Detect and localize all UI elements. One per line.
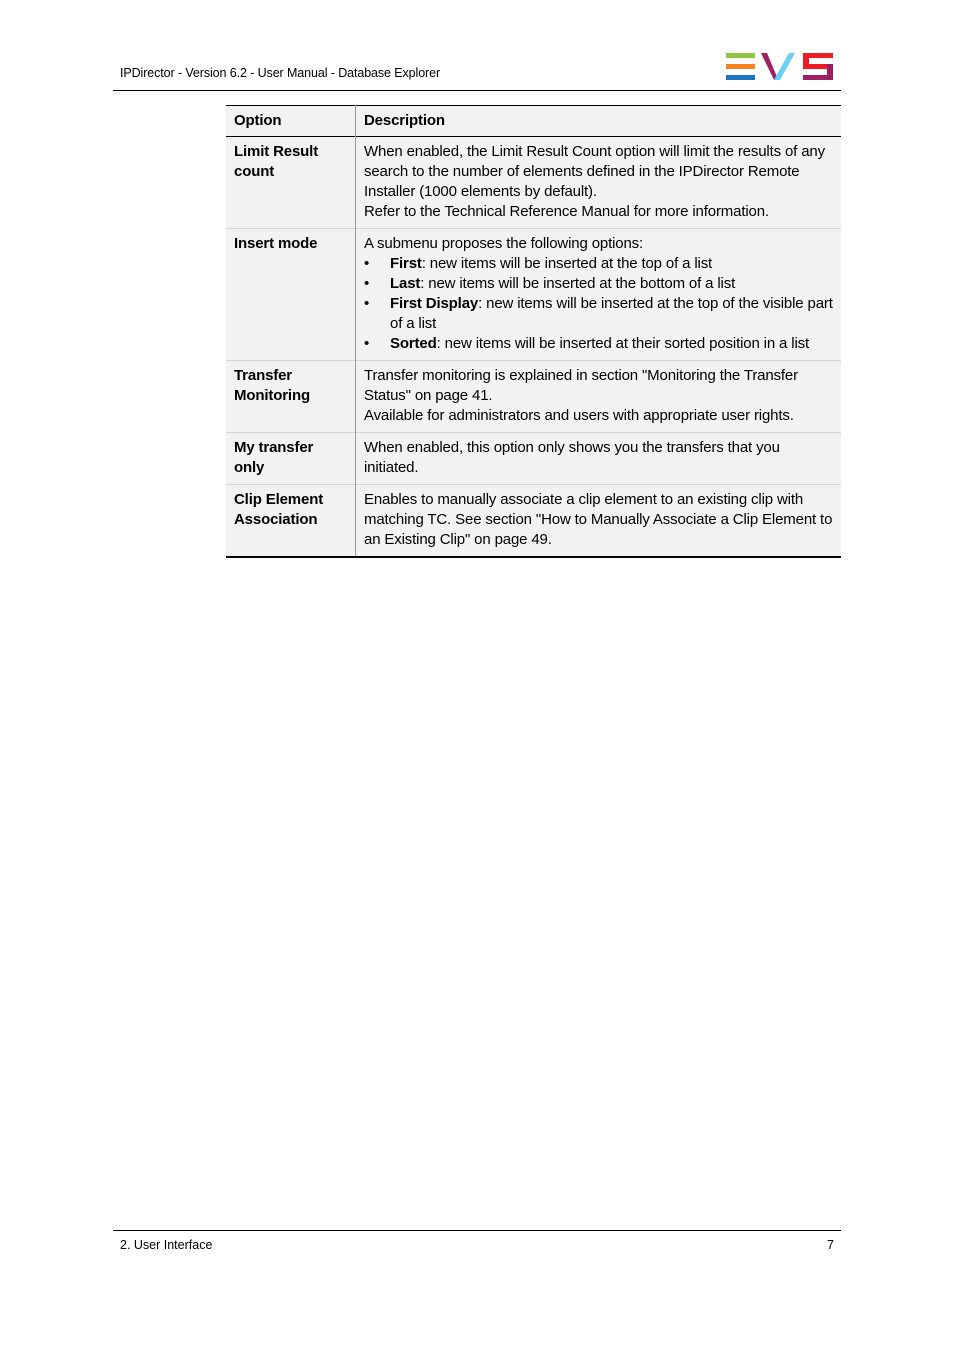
evs-logo bbox=[726, 53, 834, 81]
description-text: Refer to the Technical Reference Manual for more information. bbox=[364, 203, 769, 220]
table-row-insert-mode bbox=[226, 229, 841, 361]
option-term-description: : new items will be inserted at the top of the visible part of a list bbox=[390, 295, 833, 332]
option-term-description: : new items will be inserted at the bottom of a list bbox=[420, 275, 736, 292]
evs-logo-v-right-stroke bbox=[774, 53, 795, 80]
description-text: When enabled, the Limit Result Count option will limit the results of any search to the number of elements defined in the IPDirector Remote Installer (1000 elements by default). bbox=[364, 143, 825, 200]
list-item bbox=[364, 254, 833, 274]
option-name: Insert mode bbox=[226, 229, 356, 361]
description-text: Transfer monitoring is explained in section "Monitoring the Transfer Status" on page 41. bbox=[364, 367, 798, 404]
option-term: Sorted bbox=[390, 335, 437, 352]
table-row-transfer-monitoring bbox=[226, 361, 841, 433]
description-text: Enables to manually associate a clip element to an existing clip with matching TC. See section "How to Manually Associate a Clip Element to an Existing Clip" on page 49. bbox=[364, 491, 833, 548]
evs-logo-e-middle-bar bbox=[726, 64, 755, 69]
evs-logo-s-bottom bbox=[803, 75, 833, 80]
column-header-description: Description bbox=[356, 106, 842, 137]
evs-logo-e-top-bar bbox=[726, 53, 755, 58]
footer-divider bbox=[113, 1230, 841, 1231]
option-description bbox=[356, 361, 842, 433]
table-header-row bbox=[226, 106, 841, 137]
insert-mode-options-list bbox=[364, 254, 833, 354]
option-term-description: : new items will be inserted at the top of a list bbox=[421, 255, 713, 272]
option-name: My transfer only bbox=[226, 433, 356, 485]
option-term: First Display bbox=[390, 295, 479, 312]
bullet-icon: • bbox=[364, 255, 370, 272]
table-row-limit-result-count bbox=[226, 137, 841, 229]
column-header-option: Option bbox=[226, 106, 356, 137]
list-item bbox=[364, 294, 833, 334]
list-item bbox=[364, 274, 833, 294]
description-text: When enabled, this option only shows you the transfers that you initiated. bbox=[364, 439, 780, 476]
bullet-icon: • bbox=[364, 335, 370, 352]
bullet-icon: • bbox=[364, 275, 370, 292]
option-term: First bbox=[390, 255, 422, 272]
evs-logo-e-bottom-bar bbox=[726, 75, 755, 80]
option-name: Limit Result count bbox=[226, 137, 356, 229]
options-table bbox=[226, 105, 841, 558]
description-intro: A submenu proposes the following options: bbox=[364, 235, 644, 252]
header-divider bbox=[113, 90, 841, 91]
document-header-title: IPDirector - Version 6.2 - User Manual - Database Explorer bbox=[120, 66, 441, 80]
option-description bbox=[356, 433, 842, 485]
bullet-icon: • bbox=[364, 295, 370, 312]
evs-logo-v-left-stroke bbox=[761, 53, 777, 80]
option-description bbox=[356, 485, 842, 558]
option-description bbox=[356, 229, 842, 361]
option-term: Last bbox=[390, 275, 421, 292]
list-item bbox=[364, 334, 833, 354]
table-row-clip-element-association bbox=[226, 485, 841, 558]
option-description bbox=[356, 137, 842, 229]
table-row-my-transfer-only bbox=[226, 433, 841, 485]
option-term-description: : new items will be inserted at their sorted position in a list bbox=[436, 335, 810, 352]
option-name: Transfer Monitoring bbox=[226, 361, 356, 433]
description-text: Available for administrators and users with appropriate user rights. bbox=[364, 407, 794, 424]
footer-page-number: 7 bbox=[827, 1238, 834, 1252]
option-name: Clip Element Association bbox=[226, 485, 356, 558]
footer-chapter-title: 2. User Interface bbox=[120, 1238, 213, 1252]
